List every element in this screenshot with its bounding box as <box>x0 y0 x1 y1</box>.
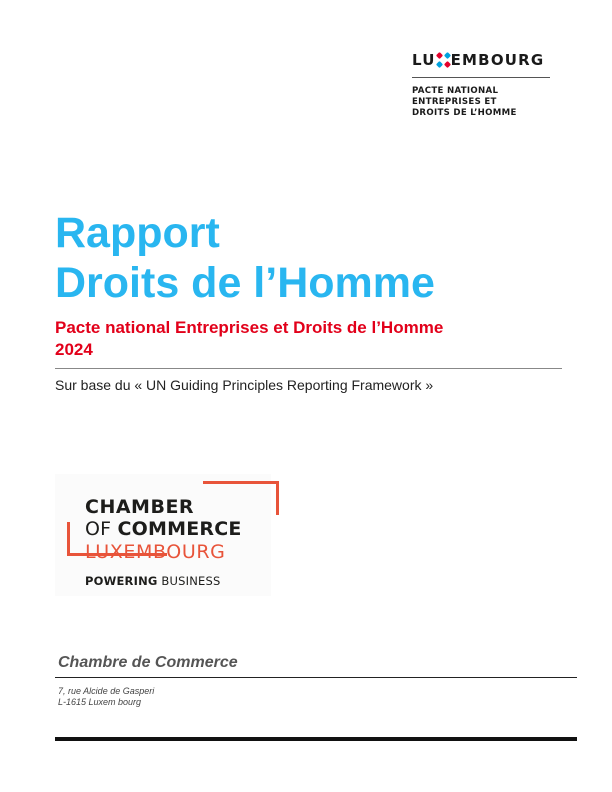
chamber-line-3: LUXEMBOURG <box>85 541 226 563</box>
report-year: 2024 <box>55 340 93 359</box>
address-line-2: L-1615 Luxem bourg <box>58 697 142 707</box>
luxembourg-wordmark <box>412 50 550 70</box>
framework-basis: Sur base du « UN Guiding Principles Reporting Framework » <box>55 377 434 393</box>
report-title-line-2: Droits de l’Homme <box>55 259 435 307</box>
pacte-line-3: DROITS DE L’HOMME <box>412 108 517 118</box>
chamber-of-commerce-logo <box>55 474 271 596</box>
pacte-line-2: ENTREPRISES ET <box>412 97 497 107</box>
chamber-tagline: POWERING BUSINESS <box>85 574 221 588</box>
report-title <box>55 208 435 308</box>
report-subtitle <box>55 317 443 361</box>
wordmark-right: EMBOURG <box>450 51 545 69</box>
organization-name: Chambre de Commerce <box>58 654 238 671</box>
luxembourg-x-icon <box>437 53 450 67</box>
chamber-line-1: CHAMBER <box>85 496 195 518</box>
address-line-1: 7, rue Alcide de Gasperi <box>58 686 155 696</box>
luxembourg-logo <box>412 50 550 119</box>
report-subtitle-line-1: Pacte national Entreprises et Droits de l’Homme <box>55 318 444 337</box>
bottom-rule <box>55 737 577 741</box>
wordmark-left: LU <box>412 51 436 69</box>
organization-divider <box>55 677 577 678</box>
pacte-line-1: PACTE NATIONAL <box>412 86 499 96</box>
chamber-line-2: OF COMMERCE <box>85 518 242 540</box>
logo-divider <box>412 77 550 78</box>
pacte-subtitle <box>412 86 550 119</box>
report-title-line-1: Rapport <box>55 209 220 257</box>
bracket-top-right-icon <box>203 481 279 515</box>
title-divider <box>55 368 562 369</box>
